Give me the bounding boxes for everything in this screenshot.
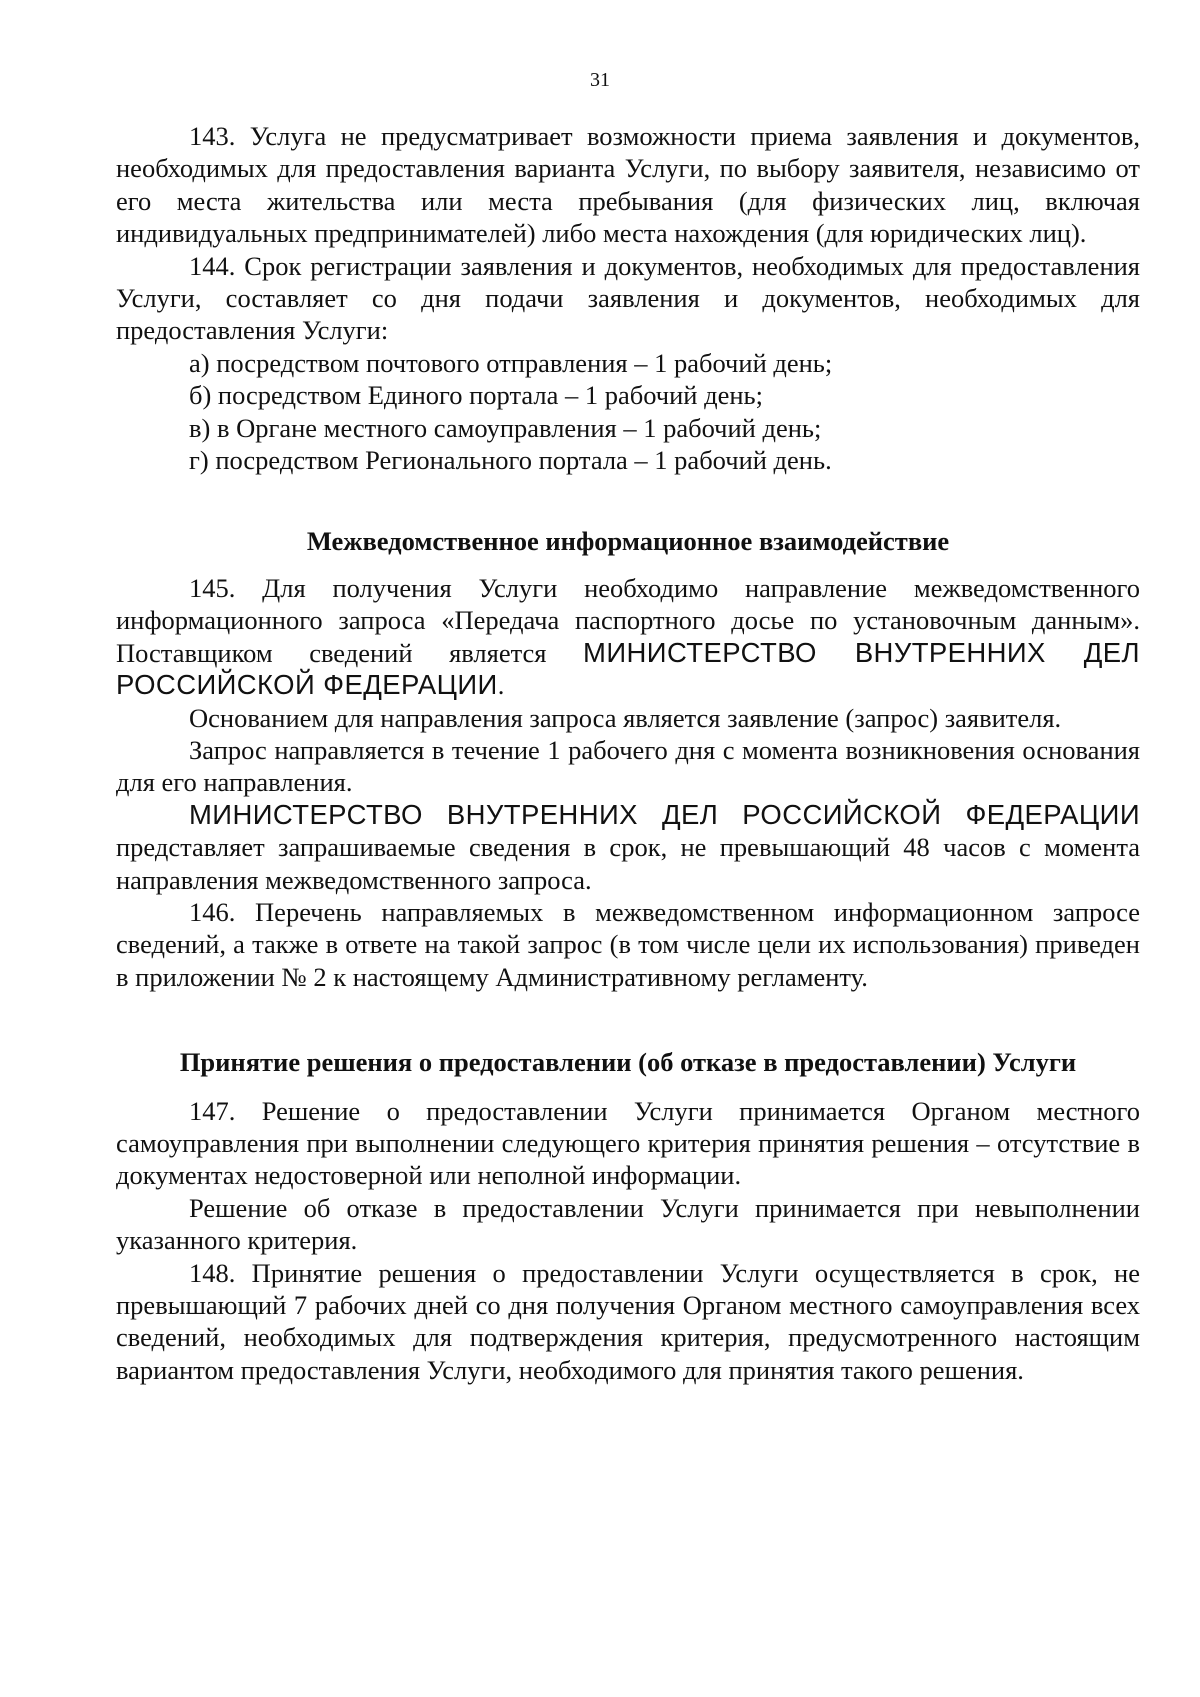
list-item-unified-portal: б) посредством Единого портала – 1 рабочий день; [189,380,763,411]
paragraph-145-response [116,799,1140,896]
paragraph-146: 146. Перечень направляемых в межведомственном информационном запросе сведений, а также в ответе на такой запрос (в том числе цели их использования) приведен в приложении № 2 к настоящему Административному регламенту. [116,896,1140,992]
list-item-local-authority: в) в Органе местного самоуправления – 1 рабочий день; [189,412,822,443]
paragraph-145-response-provider: МИНИСТЕРСТВО ВНУТРЕННИХ ДЕЛ РОССИЙСКОЙ ФЕДЕРАЦИИ [189,798,1140,830]
paragraph-145 [116,572,1140,702]
paragraph-145-response-text: представляет запрашиваемые сведения в срок, не превышающий 48 часов с момента направления межведомственного запроса. [116,832,1140,895]
document-body [116,120,1140,1386]
page-number: 31 [590,69,610,91]
section-heading-decision: Принятие решения о предоставлении (об отказе в предоставлении) Услуги [179,1047,1077,1078]
paragraph-144: 144. Срок регистрации заявления и документов, необходимых для предоставления Услуги, составляет со дня подачи заявления и документов, необходимых для предоставления Услуги: [116,250,1140,346]
paragraph-143: 143. Услуга не предусматривает возможности приема заявления и документов, необходимых для предоставления варианта Услуги, по выбору заявителя, независимо от его места жительства или места пребывания (для физических лиц, включая индивидуальных предпринимателей) либо места нахождения (для юридических лиц). [116,121,1140,249]
paragraph-145-timing: Запрос направляется в течение 1 рабочего дня с момента возникновения основания для его направления. [116,734,1140,798]
paragraph-147: 147. Решение о предоставлении Услуги принимается Органом местного самоуправления при выполнении следующего критерия принятия решения – отсутствие в документах недостоверной или неполной информации. [116,1095,1140,1191]
paragraph-145-end: . [497,670,505,701]
paragraph-148: 148. Принятие решения о предоставлении Услуги осуществляется в срок, не превышающий 7 рабочих дней со дня получения Органом местного самоуправления всех сведений, необходимых для подтверждения критерия, предусмотренного настоящим вариантом предоставления Услуги, необходимого для принятия такого решения. [116,1257,1140,1385]
paragraph-145-text: 145. Для получения Услуги необходимо направление межведомственного информационного запроса «Передача паспортного досье по установочным данным». Поставщиком сведений является [116,572,1140,668]
list-item-postal: а) посредством почтового отправления – 1 рабочий день; [189,347,833,378]
list-item-regional-portal: г) посредством Регионального портала – 1 рабочий день. [189,445,832,476]
paragraph-147-refusal: Решение об отказе в предоставлении Услуги принимается при невыполнении указанного критерия. [116,1192,1140,1256]
section-heading-interagency: Межведомственное информационное взаимодействие [306,526,950,557]
paragraph-145-provider: МИНИСТЕРСТВО ВНУТРЕННИХ ДЕЛ РОССИЙСКОЙ ФЕДЕРАЦИИ [116,636,1140,701]
paragraph-145-basis: Основанием для направления запроса является заявление (запрос) заявителя. [189,702,1062,733]
